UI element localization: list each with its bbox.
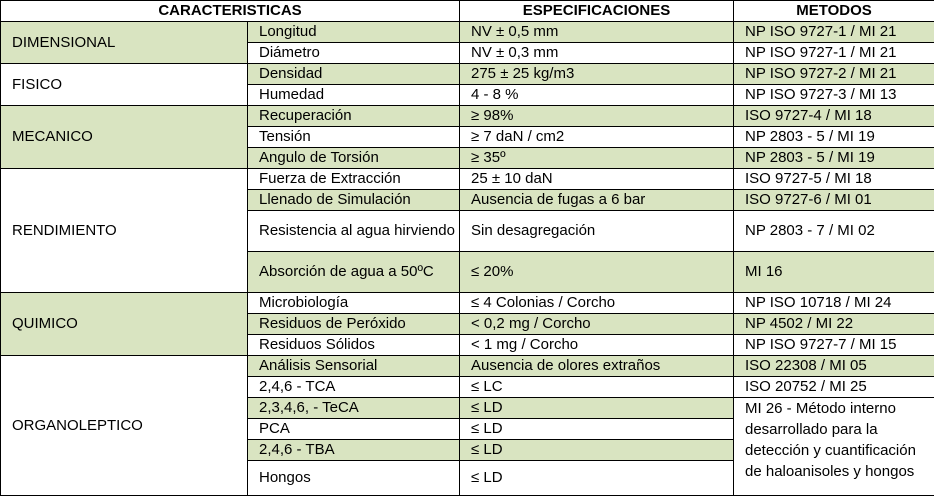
category-rendimiento: RENDIMIENTO — [1, 169, 248, 293]
spec-cell: ≤ LD — [460, 398, 734, 419]
header-row — [1, 1, 934, 22]
header-characteristics: CARACTERISTICAS — [1, 1, 460, 22]
param-cell: Angulo de Torsión — [248, 148, 460, 169]
method-cell-internal: MI 26 - Método interno desarrollado para la detección y cuantificación de haloanisoles y hongos — [734, 398, 934, 496]
category-organoleptico: ORGANOLEPTICO — [1, 356, 248, 496]
method-cell: NP ISO 10718 / MI 24 — [734, 293, 934, 314]
category-mecanico: MECANICO — [1, 106, 248, 169]
method-cell: ISO 9727-6 / MI 01 — [734, 190, 934, 211]
param-cell: Residuos Sólidos — [248, 335, 460, 356]
spec-cell: ≤ LD — [460, 419, 734, 440]
category-quimico: QUIMICO — [1, 293, 248, 356]
spec-cell: NV ± 0,3 mm — [460, 43, 734, 64]
param-cell: Diámetro — [248, 43, 460, 64]
table-row — [1, 64, 934, 85]
method-cell: ISO 22308 / MI 05 — [734, 356, 934, 377]
spec-cell: Ausencia de olores extraños — [460, 356, 734, 377]
table-row — [1, 356, 934, 377]
param-cell: Longitud — [248, 22, 460, 43]
spec-cell: Sin desagregación — [460, 211, 734, 252]
method-cell: NP 2803 - 7 / MI 02 — [734, 211, 934, 252]
method-cell: ISO 9727-5 / MI 18 — [734, 169, 934, 190]
table-row — [1, 169, 934, 190]
spec-cell: 4 - 8 % — [460, 85, 734, 106]
param-cell: Tensión — [248, 127, 460, 148]
category-fisico: FISICO — [1, 64, 248, 106]
table-row — [1, 106, 934, 127]
spec-cell: 275 ± 25 kg/m3 — [460, 64, 734, 85]
spec-cell: ≤ LD — [460, 461, 734, 496]
param-cell: Fuerza de Extracción — [248, 169, 460, 190]
spec-cell: ≤ 20% — [460, 252, 734, 293]
spec-cell: ≥ 7 daN / cm2 — [460, 127, 734, 148]
param-cell: 2,4,6 - TBA — [248, 440, 460, 461]
method-cell: NP ISO 9727-7 / MI 15 — [734, 335, 934, 356]
param-cell: Llenado de Simulación — [248, 190, 460, 211]
method-cell: NP ISO 9727-1 / MI 21 — [734, 43, 934, 64]
spec-cell: ≥ 35º — [460, 148, 734, 169]
param-cell: Humedad — [248, 85, 460, 106]
spec-cell: < 0,2 mg / Corcho — [460, 314, 734, 335]
method-cell: NP 4502 / MI 22 — [734, 314, 934, 335]
spec-cell: NV ± 0,5 mm — [460, 22, 734, 43]
table-row — [1, 293, 934, 314]
spec-cell: 25 ± 10 daN — [460, 169, 734, 190]
spec-cell: < 1 mg / Corcho — [460, 335, 734, 356]
param-cell: Análisis Sensorial — [248, 356, 460, 377]
param-cell: Densidad — [248, 64, 460, 85]
param-cell: Microbiología — [248, 293, 460, 314]
param-cell: Recuperación — [248, 106, 460, 127]
method-cell: NP 2803 - 5 / MI 19 — [734, 148, 934, 169]
method-cell: NP ISO 9727-1 / MI 21 — [734, 22, 934, 43]
param-cell: Hongos — [248, 461, 460, 496]
method-cell: NP ISO 9727-3 / MI 13 — [734, 85, 934, 106]
method-cell: MI 16 — [734, 252, 934, 293]
spec-cell: ≤ 4 Colonias / Corcho — [460, 293, 734, 314]
param-cell: 2,3,4,6, - TeCA — [248, 398, 460, 419]
header-methods: METODOS — [734, 1, 934, 22]
param-cell: Resistencia al agua hirviendo — [248, 211, 460, 252]
method-cell: NP ISO 9727-2 / MI 21 — [734, 64, 934, 85]
method-cell: ISO 20752 / MI 25 — [734, 377, 934, 398]
spec-cell: ≤ LD — [460, 440, 734, 461]
param-cell: Residuos de Peróxido — [248, 314, 460, 335]
spec-cell: ≤ LC — [460, 377, 734, 398]
header-specifications: ESPECIFICACIONES — [460, 1, 734, 22]
table-row — [1, 22, 934, 43]
spec-cell: Ausencia de fugas a 6 bar — [460, 190, 734, 211]
method-cell: NP 2803 - 5 / MI 19 — [734, 127, 934, 148]
param-cell: 2,4,6 - TCA — [248, 377, 460, 398]
category-dimensional: DIMENSIONAL — [1, 22, 248, 64]
method-cell: ISO 9727-4 / MI 18 — [734, 106, 934, 127]
param-cell: PCA — [248, 419, 460, 440]
spec-cell: ≥ 98% — [460, 106, 734, 127]
param-cell: Absorción de agua a 50ºC — [248, 252, 460, 293]
